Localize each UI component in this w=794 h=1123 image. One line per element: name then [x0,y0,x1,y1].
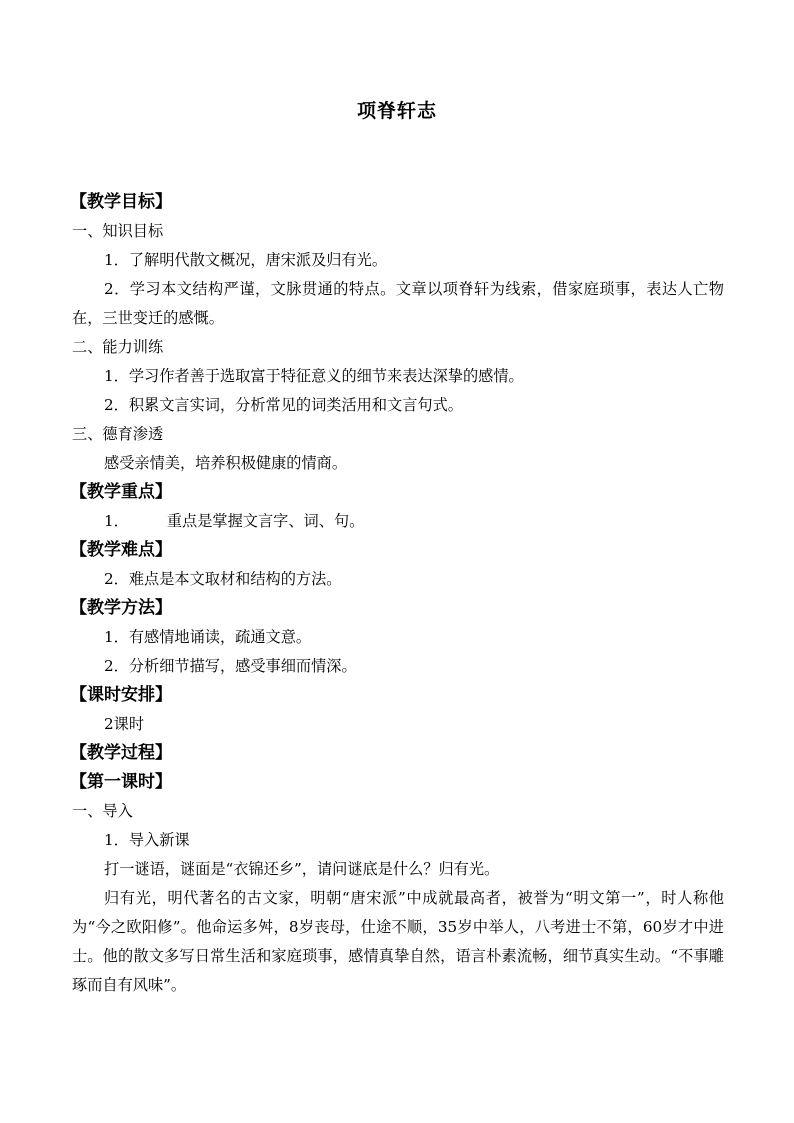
section-heading: 【教学难点】 [70,540,172,560]
list-number: 1． [104,512,129,530]
list-item: 感受亲情美，培养积极健康的情商。 [104,454,347,472]
list-item: 1．导入新课 [104,831,190,849]
list-item: 2课时 [104,715,145,733]
section-heading: 【教学方法】 [70,598,172,618]
document-title: 项脊轩志 [356,100,437,122]
outline-item: 二、能力训练 [72,338,164,356]
list-item: 1．了解明代散文概况，唐宋派及归有光。 [104,251,388,269]
list-item: 2．分析细节描写，感受事细而情深。 [104,657,357,675]
list-item: 1．学习作者善于选取富于特征意义的细节来表达深挚的感情。 [104,367,524,385]
list-item [72,507,724,536]
outline-item: 三、德育渗透 [72,425,164,443]
section-heading: 【教学过程】 [70,743,172,763]
list-item: 打一谜语，谜面是“衣锦还乡”，请问谜底是什么？归有光。 [104,860,500,878]
section-heading: 【教学重点】 [70,482,172,502]
document-body [72,188,724,1000]
section-heading: 【课时安排】 [70,685,172,705]
outline-item: 一、知识目标 [72,222,164,240]
list-item: 2．难点是本文取材和结构的方法。 [104,570,342,588]
section-heading: 【第一课时】 [70,772,172,792]
list-text: 重点是掌握文言字、词、句。 [166,512,365,530]
paragraph: 归有光，明代著名的古文家，明朝“唐宋派”中成就最高者，被誉为“明文第一”，时人称他为“今之欧阳修”。他命运多舛，8岁丧母，仕途不顺，35岁中举人，八考进士不第，60岁才中进士。他的散文多写日常生活和家庭琐事，感情真挚自然，语言朴素流畅，细节真实生动。“不事雕琢而自有风味”。 [72,889,724,994]
paragraph: 2．学习本文结构严谨，文脉贯通的特点。文章以项脊轩为线索，借家庭琐事，表达人亡物在，三世变迁的感慨。 [72,280,724,327]
section-heading: 【教学目标】 [70,192,172,212]
list-item: 2．积累文言实词，分析常见的词类活用和文言句式。 [104,396,463,414]
outline-item: 一、导入 [72,802,133,820]
list-item: 1．有感情地诵读，疏通文意。 [104,628,312,646]
